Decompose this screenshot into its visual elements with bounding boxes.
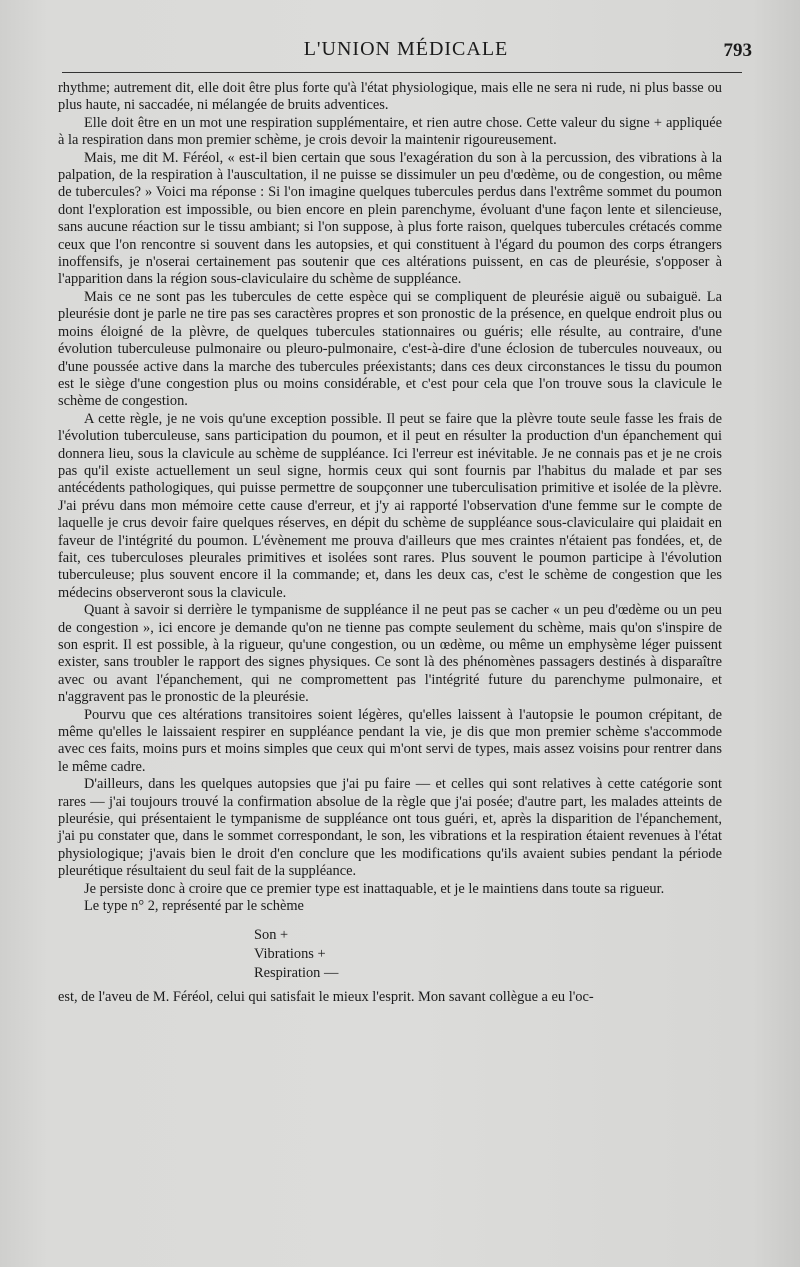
paragraph: Mais ce ne sont pas les tubercules de cette espèce qui se compliquent de pleurésie aiguë ou subaiguë. La pleurésie dont je parle ne tire pas ses caractères propres et son pronostic de la présence, en quelque endroit plus ou moins éloigné de la plèvre, de quelques tubercules stationnaires ou guéris; elle résulte, au contraire, d'une évolution tuberculeuse pulmonaire ou pleuro-pulmonaire, c'est-à-dire d'une éclosion de tubercules nouveaux, ou d'une poussée active dans la marche des tubercules préexistants; dans ces deux circonstances le tissu du poumon est le siège d'une congestion plus ou moins considérable, et c'est pour cela que l'on trouve sous la clavicule le schème de congestion. [58,288,722,410]
header-rule [62,72,742,73]
schema-block [254,926,722,983]
paragraph: Mais, me dit M. Féréol, « est-il bien certain que sous l'exagération du son à la percussion, des vibrations à la palpation, de la respiration à l'auscultation, il ne puisse se dissimuler un peu d'œdème, ou de congestion, ou même de tubercules? » Voici ma réponse : Si l'on imagine quelques tubercules perdus dans l'extrême sommet du poumon dont l'exploration est impossible, ou bien encore en plein parenchyme, évoluant d'une façon lente et silencieuse, sans aucune réaction sur le tissu ambiant; si l'on suppose, à plus forte raison, quelques tubercules crétacés comme ceux que l'on rencontre si souvent dans les autopsies, et qui constituent à l'égard du poumon des corps étrangers inoffensifs, je n'oserai certainement pas soutenir que ces altérations puissent, en cas de pleurésie, s'opposer à l'apparition dans la région sous-claviculaire du schème de suppléance. [58,149,722,288]
page-number: 793 [723,40,752,61]
paragraph: Je persiste donc à croire que ce premier type est inattaquable, et je le maintiens dans toute sa rigueur. [84,880,665,897]
paragraph: rhythme; autrement dit, elle doit être plus forte qu'à l'état physiologique, mais elle ne sera ni rude, ni plus basse ou plus haute, ni saccadée, ni mélangée de bruits adventices. [58,80,722,114]
paragraph: Elle doit être en un mot une respiration supplémentaire, et rien autre chose. Cette valeur du signe + appliquée à la respiration dans mon premier schème, je crois devoir la maintenir rigoureusement. [58,114,722,149]
paragraph: Quant à savoir si derrière le tympanisme de suppléance il ne peut pas se cacher « un peu d'œdème ou un peu de congestion », ici encore je demande qu'on ne tienne pas compte seulement du schème, mais qu'on s'inspire de son esprit. Il est possible, à la rigueur, qu'une congestion, ou un œdème, ou même un emphysème léger puissent exister, sans troubler le rapport des signes physiques. Ce sont là des phénomènes passagers destinés à disparaître avec ou avant l'épanchement, qui ne compromettent pas l'intégrité future du parenchyme pulmonaire, et n'aggravent pas le pronostic de la pleurésie. [58,602,722,706]
body-text [58,80,722,1006]
journal-title: L'UNION MÉDICALE [303,38,509,60]
schema-son: Son + [254,926,289,943]
schema-respiration: Respiration — [254,964,339,981]
paragraph: D'ailleurs, dans les quelques autopsies que j'ai pu faire — et celles qui sont relatives à cette catégorie sont rares — j'ai toujours trouvé la confirmation absolue de la règle que j'ai posée; d'autre part, les malades atteints de pleurésie, qui présentaient le tympanisme de suppléance ont tous guéri, et, après la disparition de l'épanchement, j'ai pu constater que, dans le sommet correspondant, le son, les vibrations et la respiration étaient revenues à l'état physiologique; j'avais bien le droit d'en conclure que les modifications qu'ils avaient subies pendant la période pleurétique résultaient du seul fait de la suppléance. [58,776,722,880]
paragraph: A cette règle, je ne vois qu'une exception possible. Il peut se faire que la plèvre toute seule fasse les frais de l'évolution tuberculeuse, sans participation du poumon, et il peut en résulter la production d'un épanchement qui donnera lieu, sous la clavicule au schème de suppléance. Ici l'erreur est inévitable. Je ne connais pas et je ne crois pas qu'il existe actuellement un seul signe, hormis ceux qui sont fournis par l'habitus du malade et par ses antécédents pathologiques, qui puisse permettre de soupçonner une tuberculisation primitive et isolée de la plèvre. J'ai prévu dans mon mémoire cette cause d'erreur, et j'y ai rapporté l'observation d'une femme sur le compte de laquelle je crus devoir faire quelques réserves, en dépit du schème de suppléance sous-claviculaire qui plaidait en faveur de l'intégrité du poumon. L'évènement me prouva d'ailleurs que mes craintes n'étaient pas fondées, et, de fait, ces tuberculoses pleurales primitives et isolées sont rares. Plus souvent le poumon participe à l'évolution tuberculeuse; plus souvent encore il la commande; et, dans les deux cas, c'est le schème de congestion que les médecins observeront sous la clavicule. [58,410,722,601]
running-head [60,38,752,68]
closing-line: est, de l'aveu de M. Féréol, celui qui satisfait le mieux l'esprit. Mon savant collègue a eu l'oc- [58,988,594,1005]
schema-vibrations: Vibrations + [254,945,326,962]
paragraph: Pourvu que ces altérations transitoires soient légères, qu'elles laissent à l'autopsie le poumon crépitant, de même qu'elles le laissaient respirer en suppléance pendant la vie, je dis que mon premier schème s'accommode avec ces faits, moins purs et moins simples que ceux qui m'ont servi de types, mais assez voisins pour rentrer dans le même cadre. [58,706,722,775]
paragraph: Le type n° 2, représenté par le schème [84,898,304,915]
